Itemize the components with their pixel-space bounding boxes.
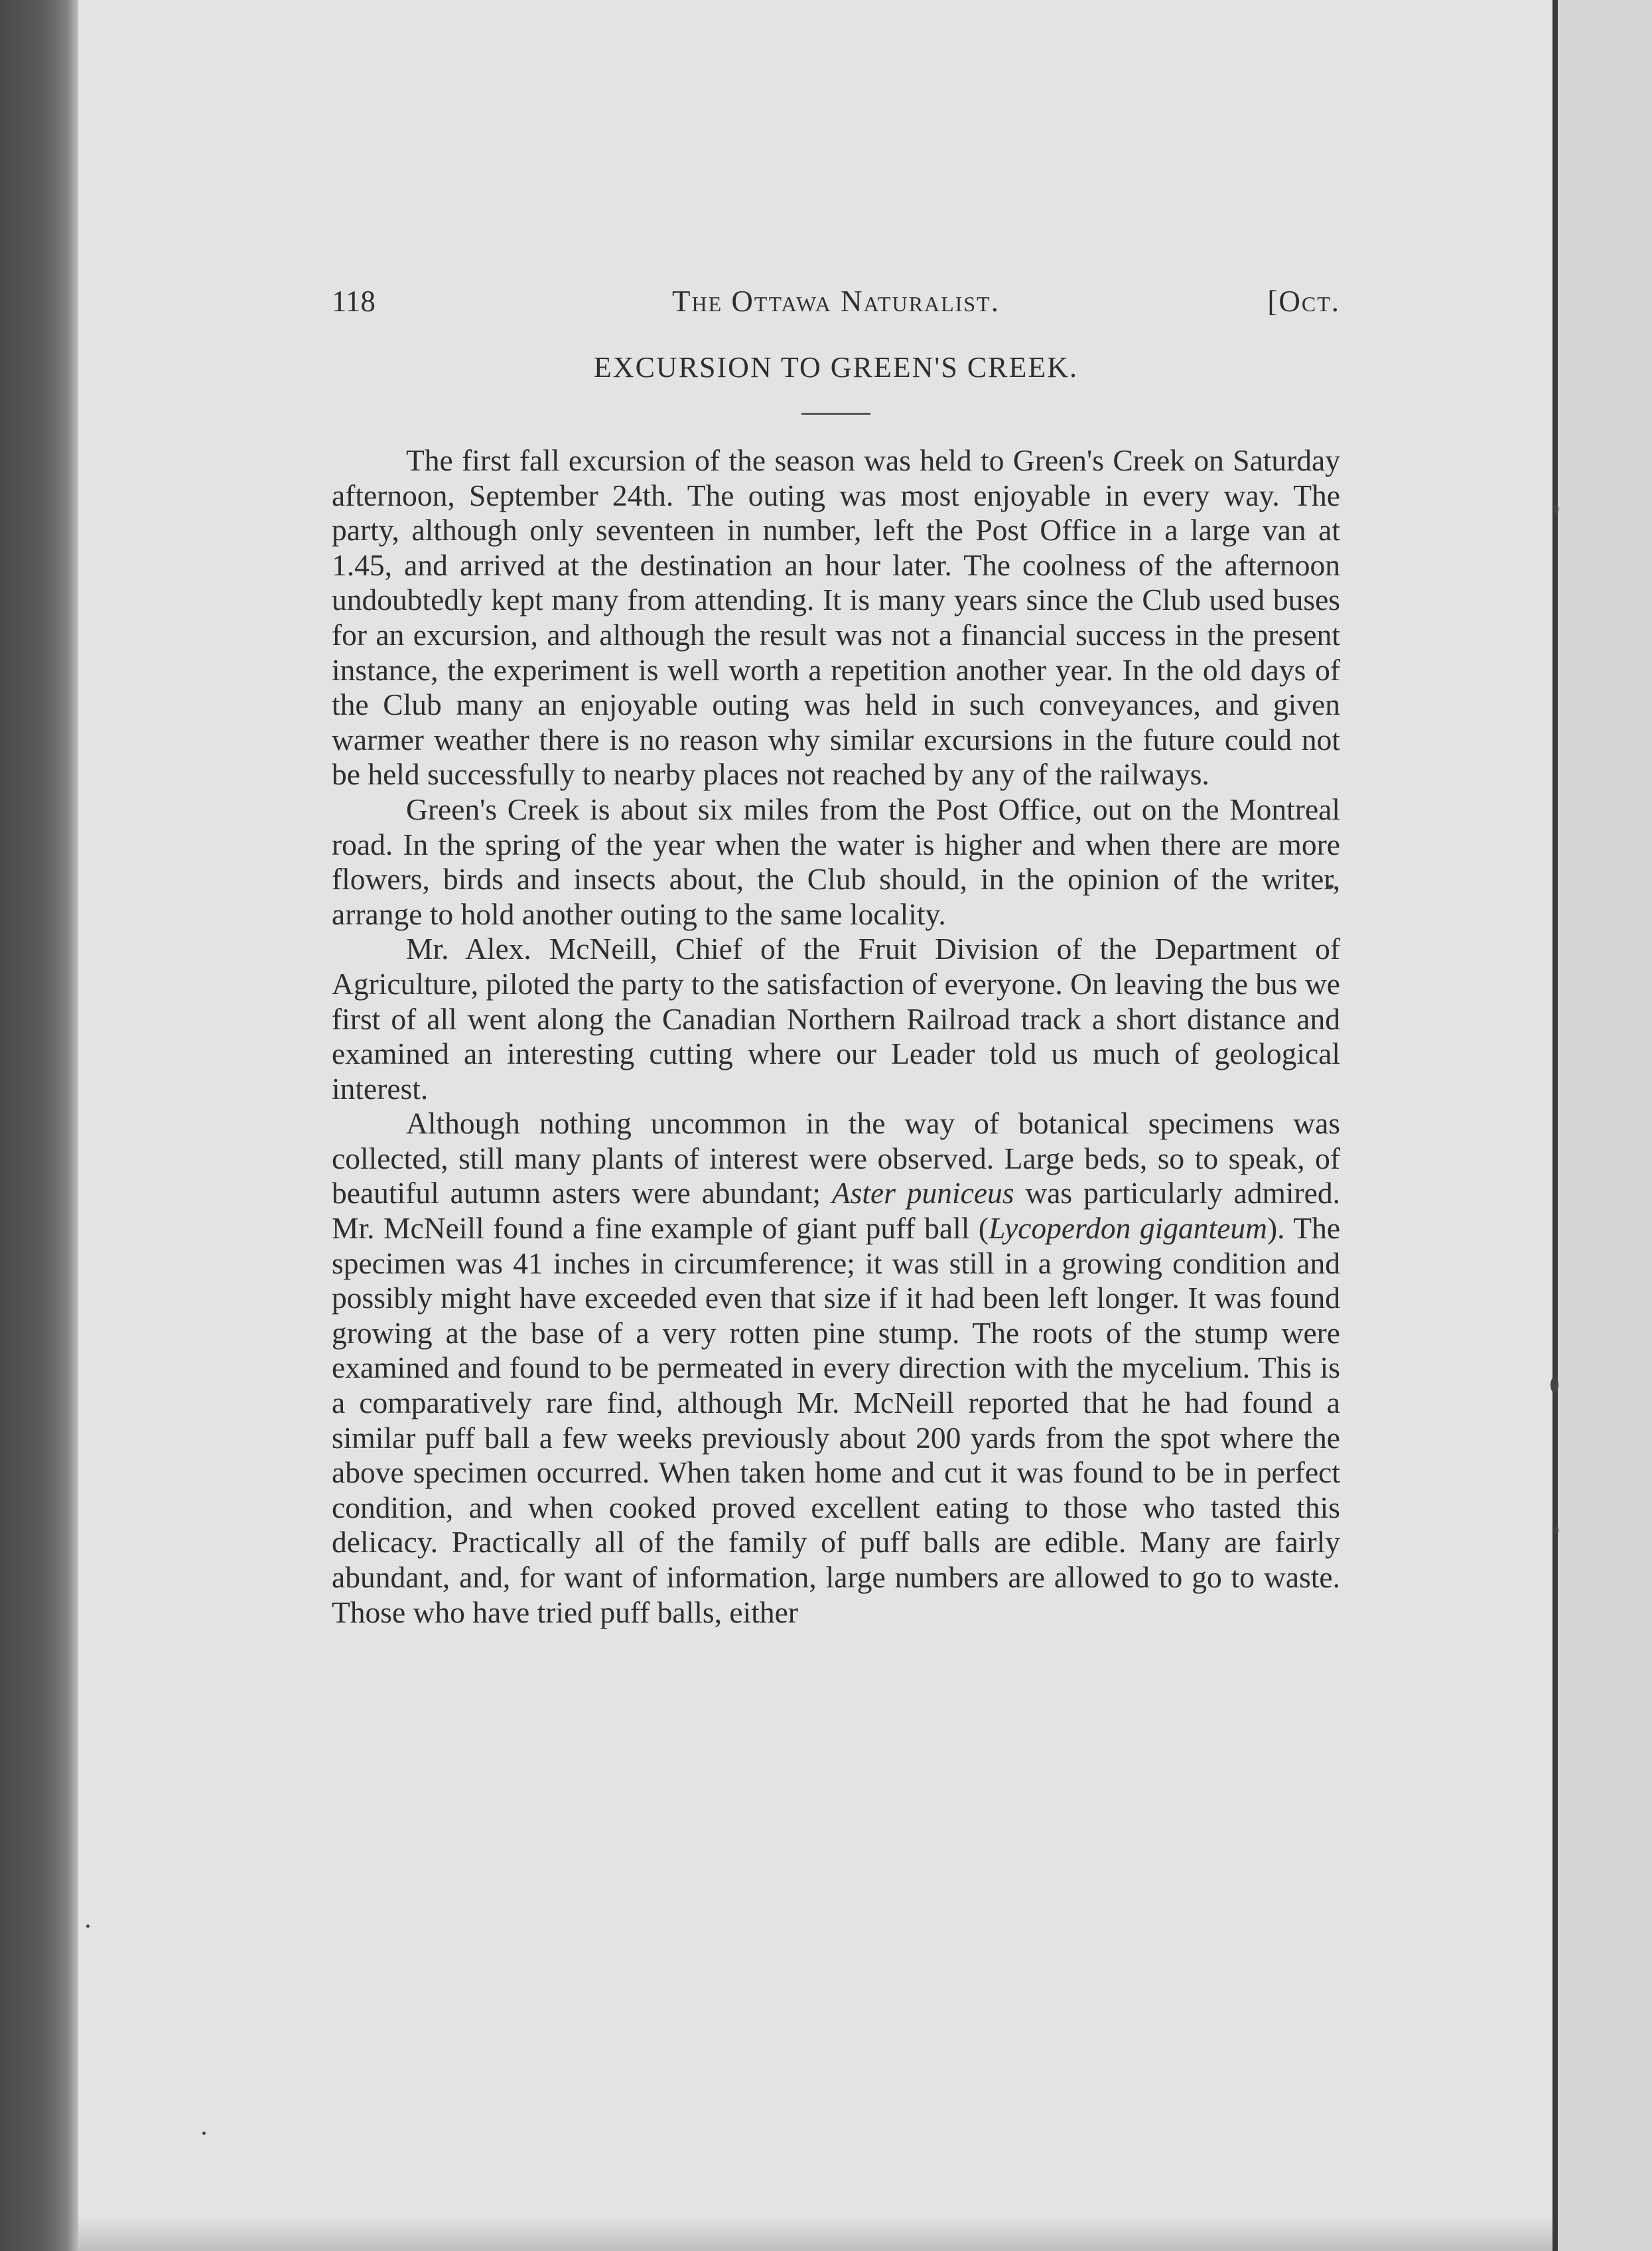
- page-bottom-shadow: [78, 2216, 1552, 2251]
- species-name: Aster puniceus: [831, 1176, 1014, 1210]
- page-right-edge: [1552, 0, 1558, 2251]
- scan-speck: [86, 1924, 90, 1928]
- scan-speck: [1554, 1526, 1558, 1534]
- paragraph-text: was particularly admired. Mr. McNeill found a fine example of giant puff ball (: [332, 1176, 1340, 1246]
- article-title: EXCURSION TO GREEN'S CREEK.: [593, 351, 1079, 384]
- issue-month: [Oct.: [1267, 285, 1340, 318]
- scan-right-margin: [1558, 0, 1652, 2251]
- paragraph-text: Although nothing uncommon in the way of botanical specimens was collected, still many plants of interest were observed. Large beds, so to speak, of beautiful autumn asters were abundant;: [332, 1106, 1340, 1210]
- scan-speck: [202, 2132, 206, 2135]
- species-name: Lycoperdon giganteum: [989, 1211, 1268, 1246]
- paragraph: Mr. Alex. McNeill, Chief of the Fruit Division of the Department of Agriculture, piloted the party to the satisfaction of everyone. On leaving the bus we first of all went along the Canadian Northern Railroad track a short distance and examined an interesting cutting where our Leader told us much of geological interest.: [332, 932, 1341, 1106]
- scan-speck: [1554, 504, 1558, 514]
- page-number: 118: [332, 285, 376, 318]
- paragraph: [332, 1106, 1340, 1630]
- paragraph: The first fall excursion of the season was held to Green's Creek on Saturday afternoon, September 24th. The outing was most enjoyable in every way. The party, although only seventeen in number, left the Post Office in a large van at 1.45, and arrived at the destination an hour later. The coolness of the afternoon undoubtedly kept many from attending. It is many years since the Club used buses for an excursion, and although the result was not a financial success in the present instance, the experiment is well worth a repetition another year. In the old days of the Club many an enjoyable outing was held in such conveyances, and given warmer weather there is no reason why similar excursions in the future could not be held successfully to nearby places not reached by any of the railways.: [332, 443, 1340, 792]
- article-body: [332, 443, 1340, 1630]
- scan-left-edge: [0, 0, 78, 2251]
- scan-speck: [1550, 1377, 1558, 1393]
- paragraph: Green's Creek is about six miles from the Post Office, out on the Montreal road. In the spring of the year when the water is higher and when there are more flowers, birds and insects about, the Club should, in the opinion of the writer, arrange to hold another outing to the same locality.: [332, 792, 1340, 931]
- paragraph-text: ). The specimen was 41 inches in circumference; it was still in a growing condition and possibly might have exceeded even that size if it had been left longer. It was found growing at the base of a very rotten pine stump. The roots of the stump were examined and found to be permeated in every direction with the mycelium. This is a comparatively rare find, although Mr. McNeill reported that he had found a similar puff ball a few weeks previously about 200 yards from the spot where the above specimen occurred. When taken home and cut it was found to be in perfect condition, and when cooked proved excellent eating to those who tasted this delicacy. Practically all of the family of puff balls are edible. Many are fairly abundant, and, for want of information, large numbers are allowed to go to waste. Those who have tried puff balls, either: [332, 1211, 1341, 1629]
- title-divider: [801, 413, 870, 415]
- journal-title: The Ottawa Naturalist.: [672, 285, 1000, 318]
- running-header: [332, 284, 1340, 324]
